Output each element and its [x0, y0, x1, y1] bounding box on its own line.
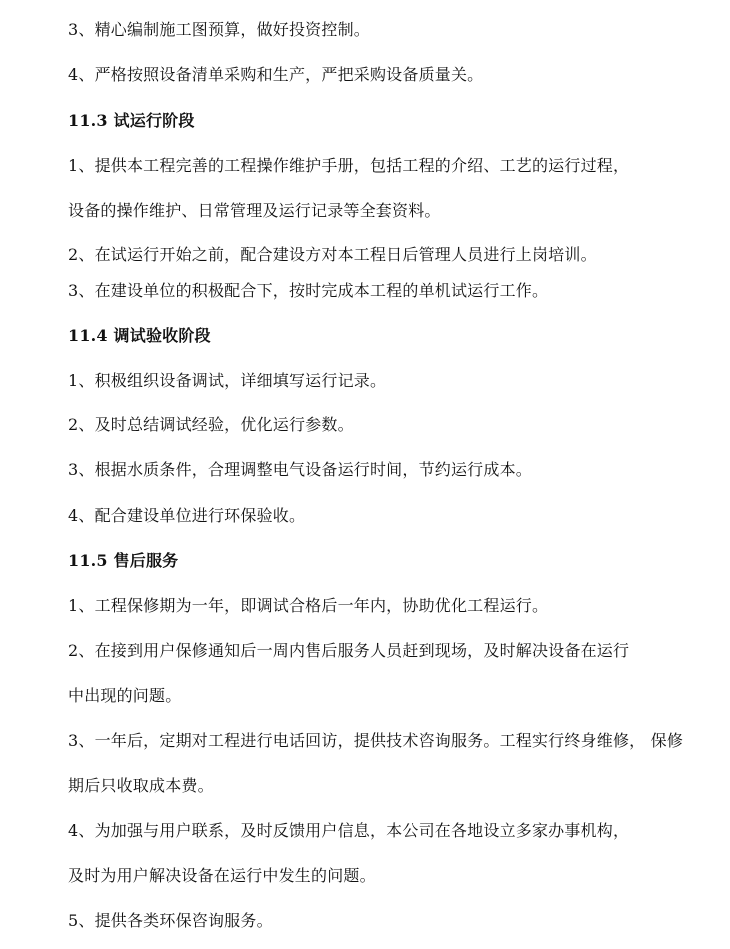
list-item: 2、在接到用户保修通知后一周内售后服务人员赶到现场，及时解决设备在运行	[68, 641, 630, 660]
list-item-continuation: 设备的操作维护、日常管理及运行记录等全套资料。	[68, 201, 441, 220]
list-item: 1、提供本工程完善的工程操作维护手册，包括工程的介绍、工艺的运行过程，	[68, 156, 630, 175]
list-item: 2、在试运行开始之前，配合建设方对本工程日后管理人员进行上岗培训。	[68, 245, 597, 264]
section-heading-11-5: 11.5 售后服务	[68, 551, 179, 570]
list-item: 3、一年后，定期对工程进行电话回访，提供技术咨询服务。工程实行终身维修， 保修	[68, 731, 684, 750]
list-item: 5、提供各类环保咨询服务。	[68, 911, 273, 930]
section-heading-11-3: 11.3 试运行阶段	[68, 111, 195, 130]
section-heading-11-4: 11.4 调试验收阶段	[68, 326, 211, 345]
list-item-continuation: 期后只收取成本费。	[68, 776, 214, 795]
list-item-continuation: 中出现的问题。	[68, 686, 182, 705]
list-item: 4、严格按照设备清单采购和生产，严把采购设备质量关。	[68, 65, 484, 84]
list-item-continuation: 及时为用户解决设备在运行中发生的问题。	[68, 866, 376, 885]
list-item: 3、根据水质条件，合理调整电气设备运行时间，节约运行成本。	[68, 460, 532, 479]
list-item: 4、配合建设单位进行环保验收。	[68, 506, 306, 525]
list-item: 2、及时总结调试经验，优化运行参数。	[68, 415, 354, 434]
list-item: 3、在建设单位的积极配合下，按时完成本工程的单机试运行工作。	[68, 281, 549, 300]
list-item: 4、为加强与用户联系，及时反馈用户信息，本公司在各地设立多家办事机构，	[68, 821, 630, 840]
list-item: 1、工程保修期为一年，即调试合格后一年内，协助优化工程运行。	[68, 596, 549, 615]
list-item: 1、积极组织设备调试，详细填写运行记录。	[68, 371, 387, 390]
list-item: 3、精心编制施工图预算，做好投资控制。	[68, 20, 370, 39]
